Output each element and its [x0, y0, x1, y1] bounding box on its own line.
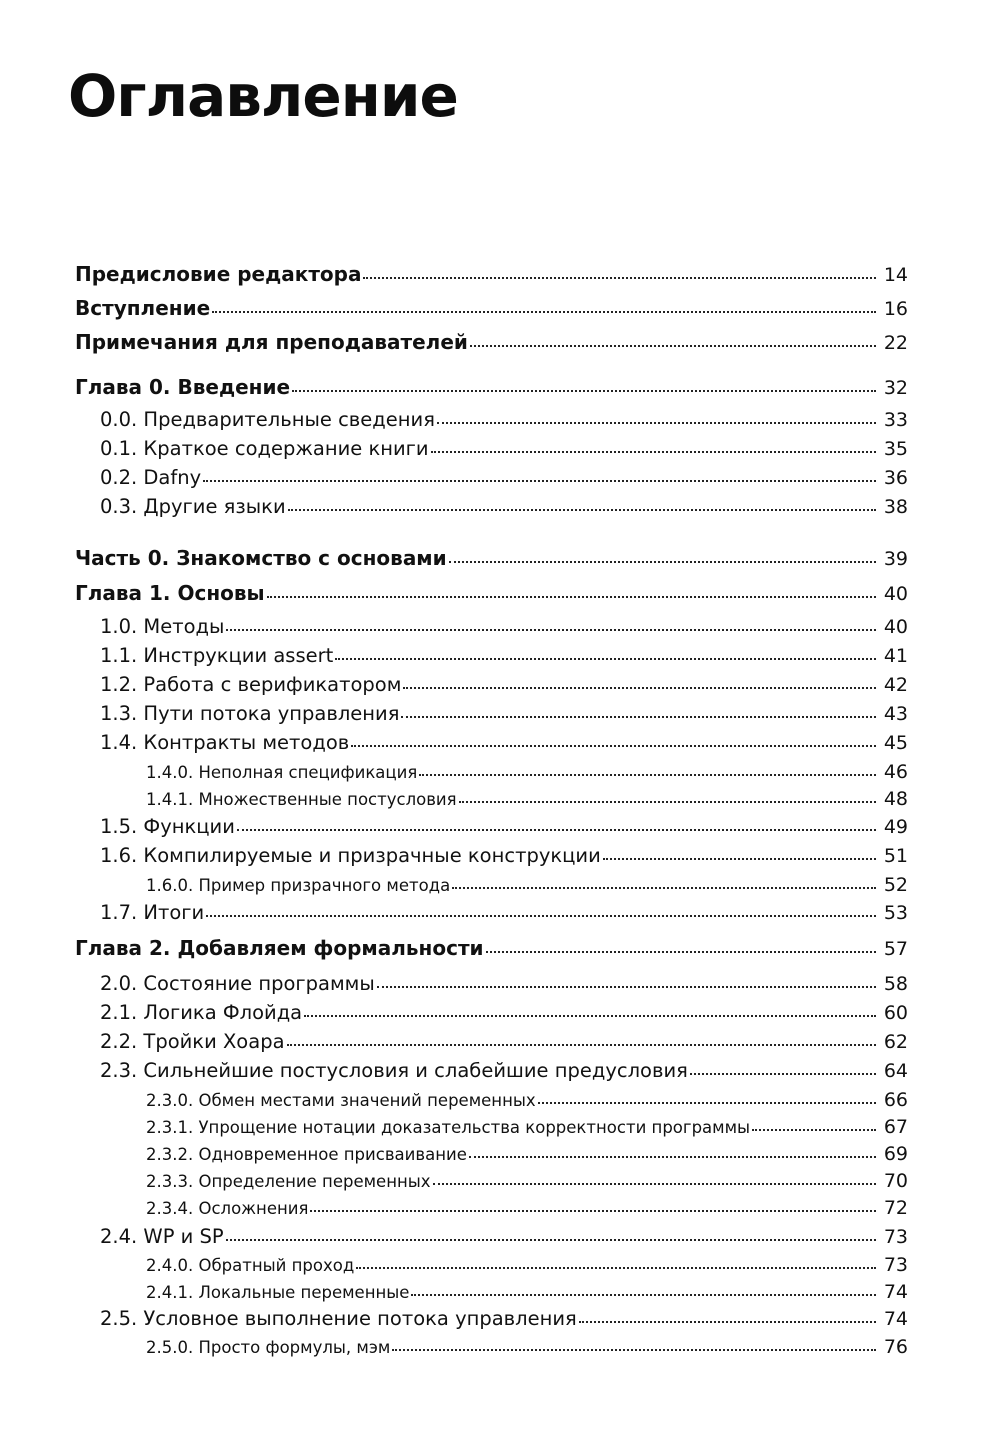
toc-entry-label: 0.3. Другие языки	[100, 495, 286, 518]
toc-entry-label: 2.3.0. Обмен местами значений переменных	[146, 1091, 536, 1110]
toc-entry-2-3-4[interactable]	[146, 1197, 908, 1219]
dot-leader	[206, 903, 876, 917]
dot-leader	[292, 378, 876, 392]
toc-entry-label: 1.1. Инструкции assert	[100, 644, 334, 667]
dot-leader	[288, 497, 876, 511]
toc-entry-label: 2.3.3. Определение переменных	[146, 1172, 431, 1191]
toc-entry-page: 53	[883, 902, 908, 924]
dot-leader	[419, 764, 876, 776]
toc-entry-0-2[interactable]	[100, 466, 908, 489]
toc-entry-label: 2.2. Тройки Хоара	[100, 1030, 285, 1053]
toc-entry-2-3-2[interactable]	[146, 1143, 908, 1165]
toc-entry-1-4-1[interactable]	[146, 788, 908, 810]
toc-entry-page: 73	[883, 1254, 908, 1276]
toc-entry-label: 2.5. Условное выполнение потока управления	[100, 1307, 577, 1330]
toc-entry-page: 42	[883, 674, 908, 696]
toc-entry-label: 2.3. Сильнейшие постусловия и слабейшие предусловия	[100, 1059, 688, 1082]
toc-entry-page: 70	[883, 1170, 908, 1192]
toc-entry-page: 33	[883, 409, 908, 431]
dot-leader	[310, 1200, 876, 1212]
toc-entry-page: 22	[883, 332, 908, 354]
dot-leader	[267, 584, 876, 598]
toc-entry-page: 72	[883, 1197, 908, 1219]
toc-entry-page: 38	[883, 496, 908, 518]
toc-entry-page: 36	[883, 467, 908, 489]
dot-leader	[363, 265, 876, 279]
toc-entry-label: 1.0. Методы	[100, 615, 225, 638]
toc-entry-chapter-1[interactable]	[75, 581, 908, 605]
dot-leader	[411, 1284, 876, 1296]
toc-entry-label: 2.1. Логика Флойда	[100, 1001, 303, 1024]
toc-entry-2-1[interactable]	[100, 1001, 908, 1024]
toc-entry-1-2[interactable]	[100, 673, 908, 696]
dot-leader	[226, 617, 876, 631]
toc-entry-2-5-0[interactable]	[146, 1336, 908, 1358]
toc-entry-page: 74	[883, 1308, 908, 1330]
toc-entry-page: 73	[883, 1226, 908, 1248]
dot-leader	[237, 817, 876, 831]
dot-leader	[287, 1032, 876, 1046]
toc-entry-label: 1.5. Функции	[100, 815, 235, 838]
dot-leader	[690, 1061, 876, 1075]
toc-entry-page: 14	[883, 264, 908, 286]
toc-entry-label: 2.4.1. Локальные переменные	[146, 1283, 410, 1302]
dot-leader	[452, 877, 876, 889]
dot-leader	[437, 410, 876, 424]
toc-entry-page: 51	[883, 845, 908, 867]
toc-entry-label: Глава 0. Введение	[75, 375, 291, 399]
toc-entry-page: 32	[883, 377, 908, 399]
toc-entry-label: 2.3.1. Упрощение нотации доказательства корректности программы	[146, 1118, 751, 1137]
dot-leader	[459, 791, 876, 803]
toc-entry-page: 52	[883, 874, 908, 896]
toc-entry-1-7[interactable]	[100, 901, 908, 924]
toc-entry-label: Глава 2. Добавляем формальности	[75, 936, 484, 960]
toc-entry-0-0[interactable]	[100, 408, 908, 431]
toc-entry-part-0[interactable]	[75, 546, 908, 570]
toc-entry-label: 1.2. Работа с верификатором	[100, 673, 402, 696]
toc-entry-page: 67	[883, 1116, 908, 1138]
toc-entry-0-3[interactable]	[100, 495, 908, 518]
toc-entry-page: 74	[883, 1281, 908, 1303]
dot-leader	[351, 733, 876, 747]
page-title: Оглавление	[68, 62, 458, 130]
toc-entry-page: 40	[883, 616, 908, 638]
toc-entry-label: 1.6. Компилируемые и призрачные конструкции	[100, 844, 601, 867]
toc-entry-0-1[interactable]	[100, 437, 908, 460]
toc-entry-page: 35	[883, 438, 908, 460]
dot-leader	[203, 468, 876, 482]
toc-entry-2-3[interactable]	[100, 1059, 908, 1082]
dot-leader	[486, 939, 876, 953]
toc-entry-label: Вступление	[75, 296, 211, 320]
toc-entry-label: Часть 0. Знакомство с основами	[75, 546, 447, 570]
dot-leader	[579, 1309, 876, 1323]
toc-entry-label: 1.4. Контракты методов	[100, 731, 350, 754]
toc-entry-2-3-0[interactable]	[146, 1089, 908, 1111]
toc-entry-chapter-0[interactable]	[75, 375, 908, 399]
toc-entry-1-0[interactable]	[100, 615, 908, 638]
dot-leader	[304, 1003, 876, 1017]
toc-entry-page: 43	[883, 703, 908, 725]
toc-entry-2-3-1[interactable]	[146, 1116, 908, 1138]
toc-entry-1-1[interactable]	[100, 644, 908, 667]
toc-entry-label: Примечания для преподавателей	[75, 330, 468, 354]
toc-entry-page: 48	[883, 788, 908, 810]
dot-leader	[377, 974, 876, 988]
toc-entry-2-4-1[interactable]	[146, 1281, 908, 1303]
dot-leader	[335, 646, 876, 660]
toc-entry-2-4[interactable]	[100, 1225, 908, 1248]
toc-entry-page: 41	[883, 645, 908, 667]
toc-entry-introduction[interactable]	[75, 296, 908, 320]
toc-entry-label: Глава 1. Основы	[75, 581, 265, 605]
toc-entry-label: 1.7. Итоги	[100, 901, 205, 924]
dot-leader	[431, 439, 876, 453]
toc-entry-label: 0.2. Dafny	[100, 466, 202, 489]
toc-entry-page: 57	[883, 938, 908, 960]
toc-entry-2-5[interactable]	[100, 1307, 908, 1330]
toc-entry-1-5[interactable]	[100, 815, 908, 838]
toc-entry-page: 76	[883, 1336, 908, 1358]
toc-entry-2-0[interactable]	[100, 972, 908, 995]
toc-entry-page: 45	[883, 732, 908, 754]
dot-leader	[752, 1119, 876, 1131]
toc-entry-label: 2.4. WP и SP	[100, 1225, 224, 1248]
toc-entry-2-4-0[interactable]	[146, 1254, 908, 1276]
toc-entry-page: 69	[883, 1143, 908, 1165]
toc-entry-label: 0.1. Краткое содержание книги	[100, 437, 429, 460]
toc-entry-page: 49	[883, 816, 908, 838]
toc-entry-1-6[interactable]	[100, 844, 908, 867]
dot-leader	[212, 299, 876, 313]
toc-entry-label: 1.6.0. Пример призрачного метода	[146, 876, 451, 895]
toc-entry-page: 64	[883, 1060, 908, 1082]
dot-leader	[603, 846, 876, 860]
dot-leader	[401, 704, 876, 718]
toc-entry-label: 1.4.0. Неполная спецификация	[146, 763, 418, 782]
toc-entry-1-4-0[interactable]	[146, 761, 908, 783]
dot-leader	[226, 1227, 876, 1241]
dot-leader	[433, 1173, 876, 1185]
toc-entry-1-4[interactable]	[100, 731, 908, 754]
toc-entry-label: 0.0. Предварительные сведения	[100, 408, 435, 431]
toc-entry-label: 2.3.2. Одновременное присваивание	[146, 1145, 467, 1164]
toc-entry-label: 1.4.1. Множественные постусловия	[146, 790, 457, 809]
dot-leader	[469, 1146, 876, 1158]
dot-leader	[356, 1257, 876, 1269]
toc-entry-label: 2.0. Состояние программы	[100, 972, 375, 995]
toc-entry-chapter-2[interactable]	[75, 936, 908, 960]
toc-entry-1-3[interactable]	[100, 702, 908, 725]
toc-entry-page: 66	[883, 1089, 908, 1111]
toc-entry-page: 46	[883, 761, 908, 783]
dot-leader	[538, 1092, 876, 1104]
toc-entry-label: 1.3. Пути потока управления	[100, 702, 400, 725]
toc-entry-1-6-0[interactable]	[146, 874, 908, 896]
toc-entry-page: 39	[883, 548, 908, 570]
dot-leader	[392, 1339, 876, 1351]
toc-entry-page: 58	[883, 973, 908, 995]
toc-entry-label: 2.4.0. Обратный проход	[146, 1256, 355, 1275]
toc-entry-page: 62	[883, 1031, 908, 1053]
dot-leader	[403, 675, 876, 689]
toc-entry-label: 2.3.4. Осложнения	[146, 1199, 309, 1218]
toc-entry-label: 2.5.0. Просто формулы, мэм	[146, 1338, 391, 1357]
toc-entry-page: 60	[883, 1002, 908, 1024]
toc-entry-label: Предисловие редактора	[75, 262, 362, 286]
toc-entry-page: 16	[883, 298, 908, 320]
toc-entry-preface[interactable]	[75, 262, 908, 286]
toc-entry-2-3-3[interactable]	[146, 1170, 908, 1192]
dot-leader	[470, 333, 876, 347]
toc-entry-2-2[interactable]	[100, 1030, 908, 1053]
dot-leader	[449, 549, 876, 563]
toc-entry-teacher-notes[interactable]	[75, 330, 908, 354]
toc-entry-page: 40	[883, 583, 908, 605]
